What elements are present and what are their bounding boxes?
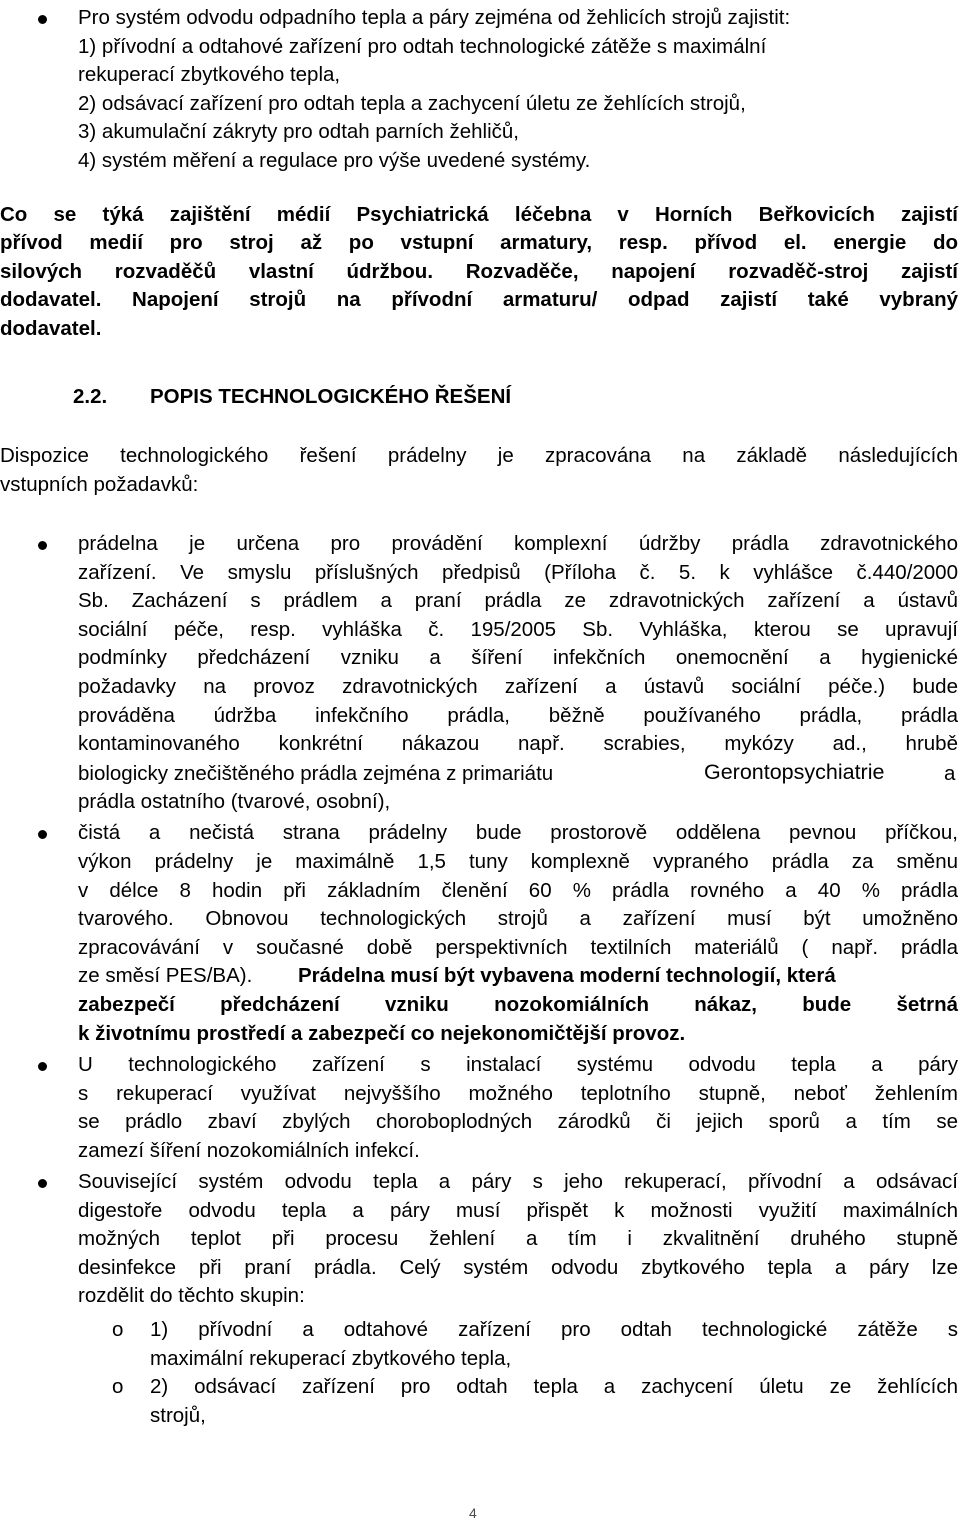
text-line: desinfekce při praní prádla. Celý systém odvodu zbytkového tepla a páry lze [78, 1256, 958, 1279]
sub-bullet-marker: o [112, 1375, 124, 1398]
bold-paragraph-line: dodavatel. [0, 317, 102, 340]
text-line: čistá a nečistá strana prádelny bude prostorově oddělena pevnou příčkou, [78, 821, 958, 844]
text-line: s rekuperací využívat nejvyššího možného teplotního stupně, neboť žehlením [78, 1082, 958, 1105]
intro-line: Dispozice technologického řešení prádelny je zpracována na základě následujících [0, 444, 958, 467]
section-title: POPIS TECHNOLOGICKÉHO ŘEŠENÍ [150, 385, 512, 408]
text-line: možných teplot při procesu žehlení a tím i zkvalitnění druhého stupně [78, 1227, 958, 1250]
text-line: rekuperací zbytkového tepla, [78, 63, 341, 86]
bold-paragraph-line: silových rozvaděčů vlastní údržbou. Rozvaděče, napojení rozvaděč-stroj zajistí [0, 260, 958, 283]
text-line: prádla ostatního (tvarové, osobní), [78, 790, 391, 813]
bold-paragraph-line: dodavatel. Napojení strojů na přívodní armaturu/ odpad zajistí také vybraný [0, 288, 958, 311]
text-line: biologicky znečištěného prádla zejména z primariátu [78, 762, 554, 785]
text-line: zpracovávání v současné době perspektivních textilních materiálů ( např. prádla [78, 936, 958, 959]
sub-bullet-line: strojů, [150, 1404, 206, 1427]
text-line: výkon prádelny je maximálně 1,5 tuny komplexně vypraného prádla za směnu [78, 850, 958, 873]
text-line: rozdělit do těchto skupin: [78, 1284, 305, 1307]
intro-line: vstupních požadavků: [0, 473, 199, 496]
sub-bullet-marker: o [112, 1318, 124, 1341]
bullet-marker [38, 15, 47, 24]
bold-paragraph-line: přívod medií pro stroj až po vstupní armatury, resp. přívod el. energie do [0, 231, 958, 254]
sub-bullet-line: maximální rekuperací zbytkového tepla, [150, 1347, 512, 1370]
bullet-marker [38, 830, 47, 839]
text-line: Související systém odvodu tepla a páry s jeho rekuperací, přívodní a odsávací [78, 1170, 958, 1193]
text-line: sociální péče, resp. vyhláška č. 195/2005 Sb. Vyhláška, kterou se upravují [78, 618, 958, 641]
text-line: zamezí šíření nozokomiálních infekcí. [78, 1139, 420, 1162]
text-line: podmínky předcházení vzniku a šíření infekčních onemocnění a hygienické [78, 646, 958, 669]
bold-paragraph-line: Co se týká zajištění médií Psychiatrická léčebna v Horních Beřkovicích zajistí [0, 203, 958, 226]
bold-text-line: k životnímu prostředí a zabezpečí co nejekonomičtější provoz. [78, 1022, 686, 1045]
text-line: U technologického zařízení s instalací systému odvodu tepla a páry [78, 1053, 958, 1076]
text-line: 2) odsávací zařízení pro odtah tepla a zachycení úletu ze žehlících strojů, [78, 92, 746, 115]
page-number: 4 [469, 1505, 477, 1521]
bold-text-line: zabezpečí předcházení vzniku nozokomiálních nákaz, bude šetrná [78, 993, 958, 1016]
text-line: a [944, 762, 956, 785]
text-line: Sb. Zacházení s prádlem a praní prádla ze zdravotnických zařízení a ústavů [78, 589, 958, 612]
text-line: tvarového. Obnovou technologických strojů a zařízení musí být umožněno [78, 907, 958, 930]
text-line: digestoře odvodu tepla a páry musí přispět k možnosti využití maximálních [78, 1199, 958, 1222]
text-line: Gerontopsychiatrie [704, 760, 885, 784]
text-line: prováděna údržba infekčního prádla, běžně používaného prádla, prádla [78, 704, 958, 727]
bullet-marker [38, 1062, 47, 1071]
text-line: kontaminovaného konkrétní nákazou např. scrabies, mykózy ad., hrubě [78, 732, 958, 755]
text-line: v délce 8 hodin při základním členění 60 % prádla rovného a 40 % prádla [78, 879, 958, 902]
text-line: ze směsí PES/BA). [78, 964, 253, 987]
text-line: Pro systém odvodu odpadního tepla a páry zejména od žehlicích strojů zajistit: [78, 6, 791, 29]
text-line: požadavky na provoz zdravotnických zařízení a ústavů sociální péče.) bude [78, 675, 958, 698]
text-line: 1) přívodní a odtahové zařízení pro odtah technologické zátěže s maximální [78, 35, 767, 58]
text-line: se prádlo zbaví zbylých choroboplodných zárodků či jejich sporů a tím se [78, 1110, 958, 1133]
section-number: 2.2. [73, 385, 108, 408]
sub-bullet-line: 2) odsávací zařízení pro odtah tepla a zachycení úletu ze žehlících [150, 1375, 958, 1398]
bold-text-line: Prádelna musí být vybavena moderní technologií, která [298, 964, 836, 987]
text-line: 4) systém měření a regulace pro výše uvedené systémy. [78, 149, 591, 172]
sub-bullet-line: 1) přívodní a odtahové zařízení pro odtah technologické zátěže s [150, 1318, 958, 1341]
bullet-marker [38, 541, 47, 550]
text-line: zařízení. Ve smyslu příslušných předpisů (Příloha č. 5. k vyhlášce č.440/2000 [78, 561, 958, 584]
text-line: 3) akumulační zákryty pro odtah parních žehličů, [78, 120, 519, 143]
text-line: prádelna je určena pro provádění komplexní údržby prádla zdravotnického [78, 532, 958, 555]
bullet-marker [38, 1179, 47, 1188]
